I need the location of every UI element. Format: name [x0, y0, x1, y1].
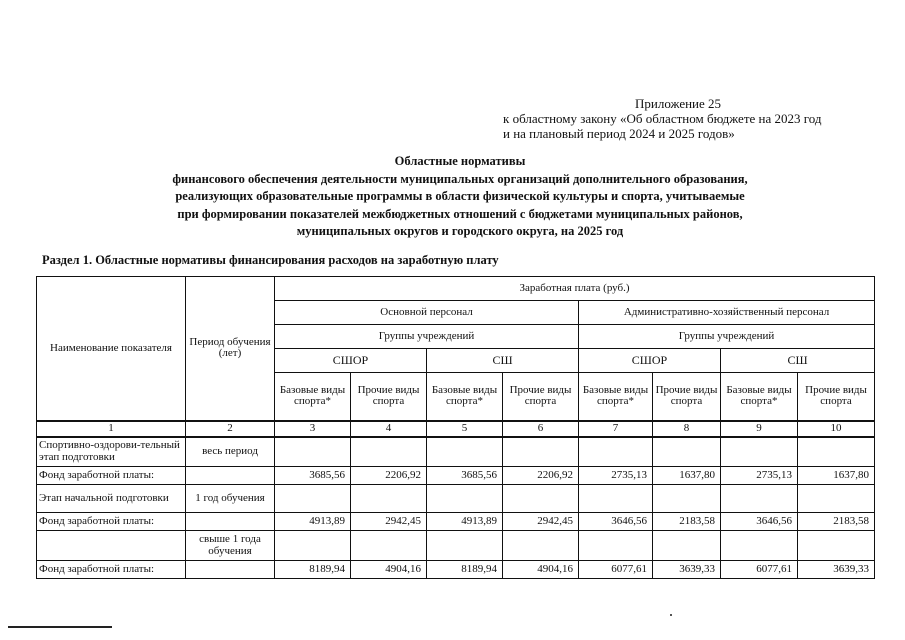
table-row — [37, 485, 875, 513]
row-name: Фонд заработной платы: — [37, 561, 186, 579]
cell — [427, 485, 503, 513]
column-number: 5 — [427, 421, 503, 437]
column-number: 1 — [37, 421, 186, 437]
header-sub-8: Прочие виды спорта — [798, 373, 875, 421]
cell — [579, 437, 653, 467]
header-sub-6: Прочие виды спорта — [653, 373, 721, 421]
cell: 1637,80 — [653, 467, 721, 485]
row-period — [186, 467, 275, 485]
cell: 2735,13 — [721, 467, 798, 485]
cell: 2183,58 — [798, 513, 875, 531]
column-number: 2 — [186, 421, 275, 437]
appendix-law-ref: к областному закону «Об областном бюджете на 2023 год — [503, 111, 822, 126]
cell: 3646,56 — [721, 513, 798, 531]
header-groups-main: Группы учреждений — [275, 325, 579, 349]
column-number: 10 — [798, 421, 875, 437]
cell — [579, 531, 653, 561]
cell — [503, 485, 579, 513]
row-name: Спортивно-оздорови-тельный этап подготовки — [37, 437, 186, 467]
cell — [653, 485, 721, 513]
section-heading: Раздел 1. Областные нормативы финансирования расходов на заработную плату — [42, 253, 499, 267]
row-name: Фонд заработной платы: — [37, 467, 186, 485]
header-ssh-main: СШ — [427, 349, 579, 373]
cell: 2206,92 — [351, 467, 427, 485]
title-line-2: финансового обеспечения деятельности муниципальных организаций дополнительного образования, — [172, 171, 748, 186]
cell — [275, 531, 351, 561]
header-groups-admin: Группы учреждений — [579, 325, 875, 349]
cell — [721, 437, 798, 467]
norms-table — [36, 276, 875, 579]
row-period — [186, 513, 275, 531]
cell: 2942,45 — [503, 513, 579, 531]
cell: 3639,33 — [798, 561, 875, 579]
table-row — [37, 561, 875, 579]
column-number: 6 — [503, 421, 579, 437]
document-title — [60, 153, 860, 241]
cell — [653, 437, 721, 467]
cell: 8189,94 — [427, 561, 503, 579]
header-sshor-main: СШОР — [275, 349, 427, 373]
header-ssh-admin: СШ — [721, 349, 875, 373]
cell: 6077,61 — [579, 561, 653, 579]
row-period: 1 год обучения — [186, 485, 275, 513]
title-line-1: Областные нормативы — [394, 154, 526, 168]
table-row — [37, 531, 875, 561]
column-number: 9 — [721, 421, 798, 437]
header-sshor-admin: СШОР — [579, 349, 721, 373]
cell — [275, 437, 351, 467]
row-name: Этап начальной подготовки — [37, 485, 186, 513]
table-row — [37, 437, 875, 467]
header-sub-7: Базовые виды спорта* — [721, 373, 798, 421]
cell: 2183,58 — [653, 513, 721, 531]
cell — [503, 437, 579, 467]
table-row — [37, 467, 875, 485]
cell — [798, 485, 875, 513]
cell — [351, 531, 427, 561]
header-sub-5: Базовые виды спорта* — [579, 373, 653, 421]
title-line-5: муниципальных округов и городского округа, на 2025 год — [296, 224, 624, 239]
cell — [427, 437, 503, 467]
cell: 3639,33 — [653, 561, 721, 579]
column-number: 7 — [579, 421, 653, 437]
cell — [351, 437, 427, 467]
header-sub-1: Базовые виды спорта* — [275, 373, 351, 421]
row-period: свыше 1 года обучения — [186, 531, 275, 561]
header-indicator-name: Наименование показателя — [37, 277, 186, 421]
appendix-law-ref-cont: и на плановый период 2024 и 2025 годов» — [503, 126, 735, 141]
appendix-number: Приложение 25 — [635, 96, 722, 111]
cell: 8189,94 — [275, 561, 351, 579]
cell — [798, 437, 875, 467]
cell — [653, 531, 721, 561]
cell: 4904,16 — [503, 561, 579, 579]
header-sub-4: Прочие виды спорта — [503, 373, 579, 421]
column-number: 8 — [653, 421, 721, 437]
cell: 4913,89 — [275, 513, 351, 531]
cell — [721, 485, 798, 513]
header-row-1 — [37, 277, 875, 301]
row-period — [186, 561, 275, 579]
row-period: весь период — [186, 437, 275, 467]
cell — [351, 485, 427, 513]
header-admin-staff: Административно-хозяйственный персонал — [579, 301, 875, 325]
header-main-staff: Основной персонал — [275, 301, 579, 325]
cell — [503, 531, 579, 561]
cell: 4904,16 — [351, 561, 427, 579]
title-line-3: реализующих образовательные программы в области физической культуры и спорта, учитываемые — [175, 189, 745, 204]
cell: 6077,61 — [721, 561, 798, 579]
column-number: 3 — [275, 421, 351, 437]
cell: 1637,80 — [798, 467, 875, 485]
cell — [721, 531, 798, 561]
cell — [798, 531, 875, 561]
appendix-header — [503, 96, 883, 141]
table-row — [37, 513, 875, 531]
row-name — [37, 531, 186, 561]
title-line-4: при формировании показателей межбюджетных отношений с бюджетами муниципальных районов, — [177, 206, 743, 221]
header-salary: Заработная плата (руб.) — [275, 277, 875, 301]
cell: 3646,56 — [579, 513, 653, 531]
footnote-rule — [8, 626, 112, 628]
cell: 3685,56 — [427, 467, 503, 485]
column-number-row — [37, 421, 875, 437]
cell: 2735,13 — [579, 467, 653, 485]
cell: 2942,45 — [351, 513, 427, 531]
scan-speck — [670, 614, 672, 616]
cell: 2206,92 — [503, 467, 579, 485]
header-period: Период обучения (лет) — [186, 277, 275, 421]
column-number: 4 — [351, 421, 427, 437]
cell: 3685,56 — [275, 467, 351, 485]
row-name: Фонд заработной платы: — [37, 513, 186, 531]
cell — [579, 485, 653, 513]
cell — [275, 485, 351, 513]
header-sub-2: Прочие виды спорта — [351, 373, 427, 421]
cell — [427, 531, 503, 561]
header-sub-3: Базовые виды спорта* — [427, 373, 503, 421]
cell: 4913,89 — [427, 513, 503, 531]
